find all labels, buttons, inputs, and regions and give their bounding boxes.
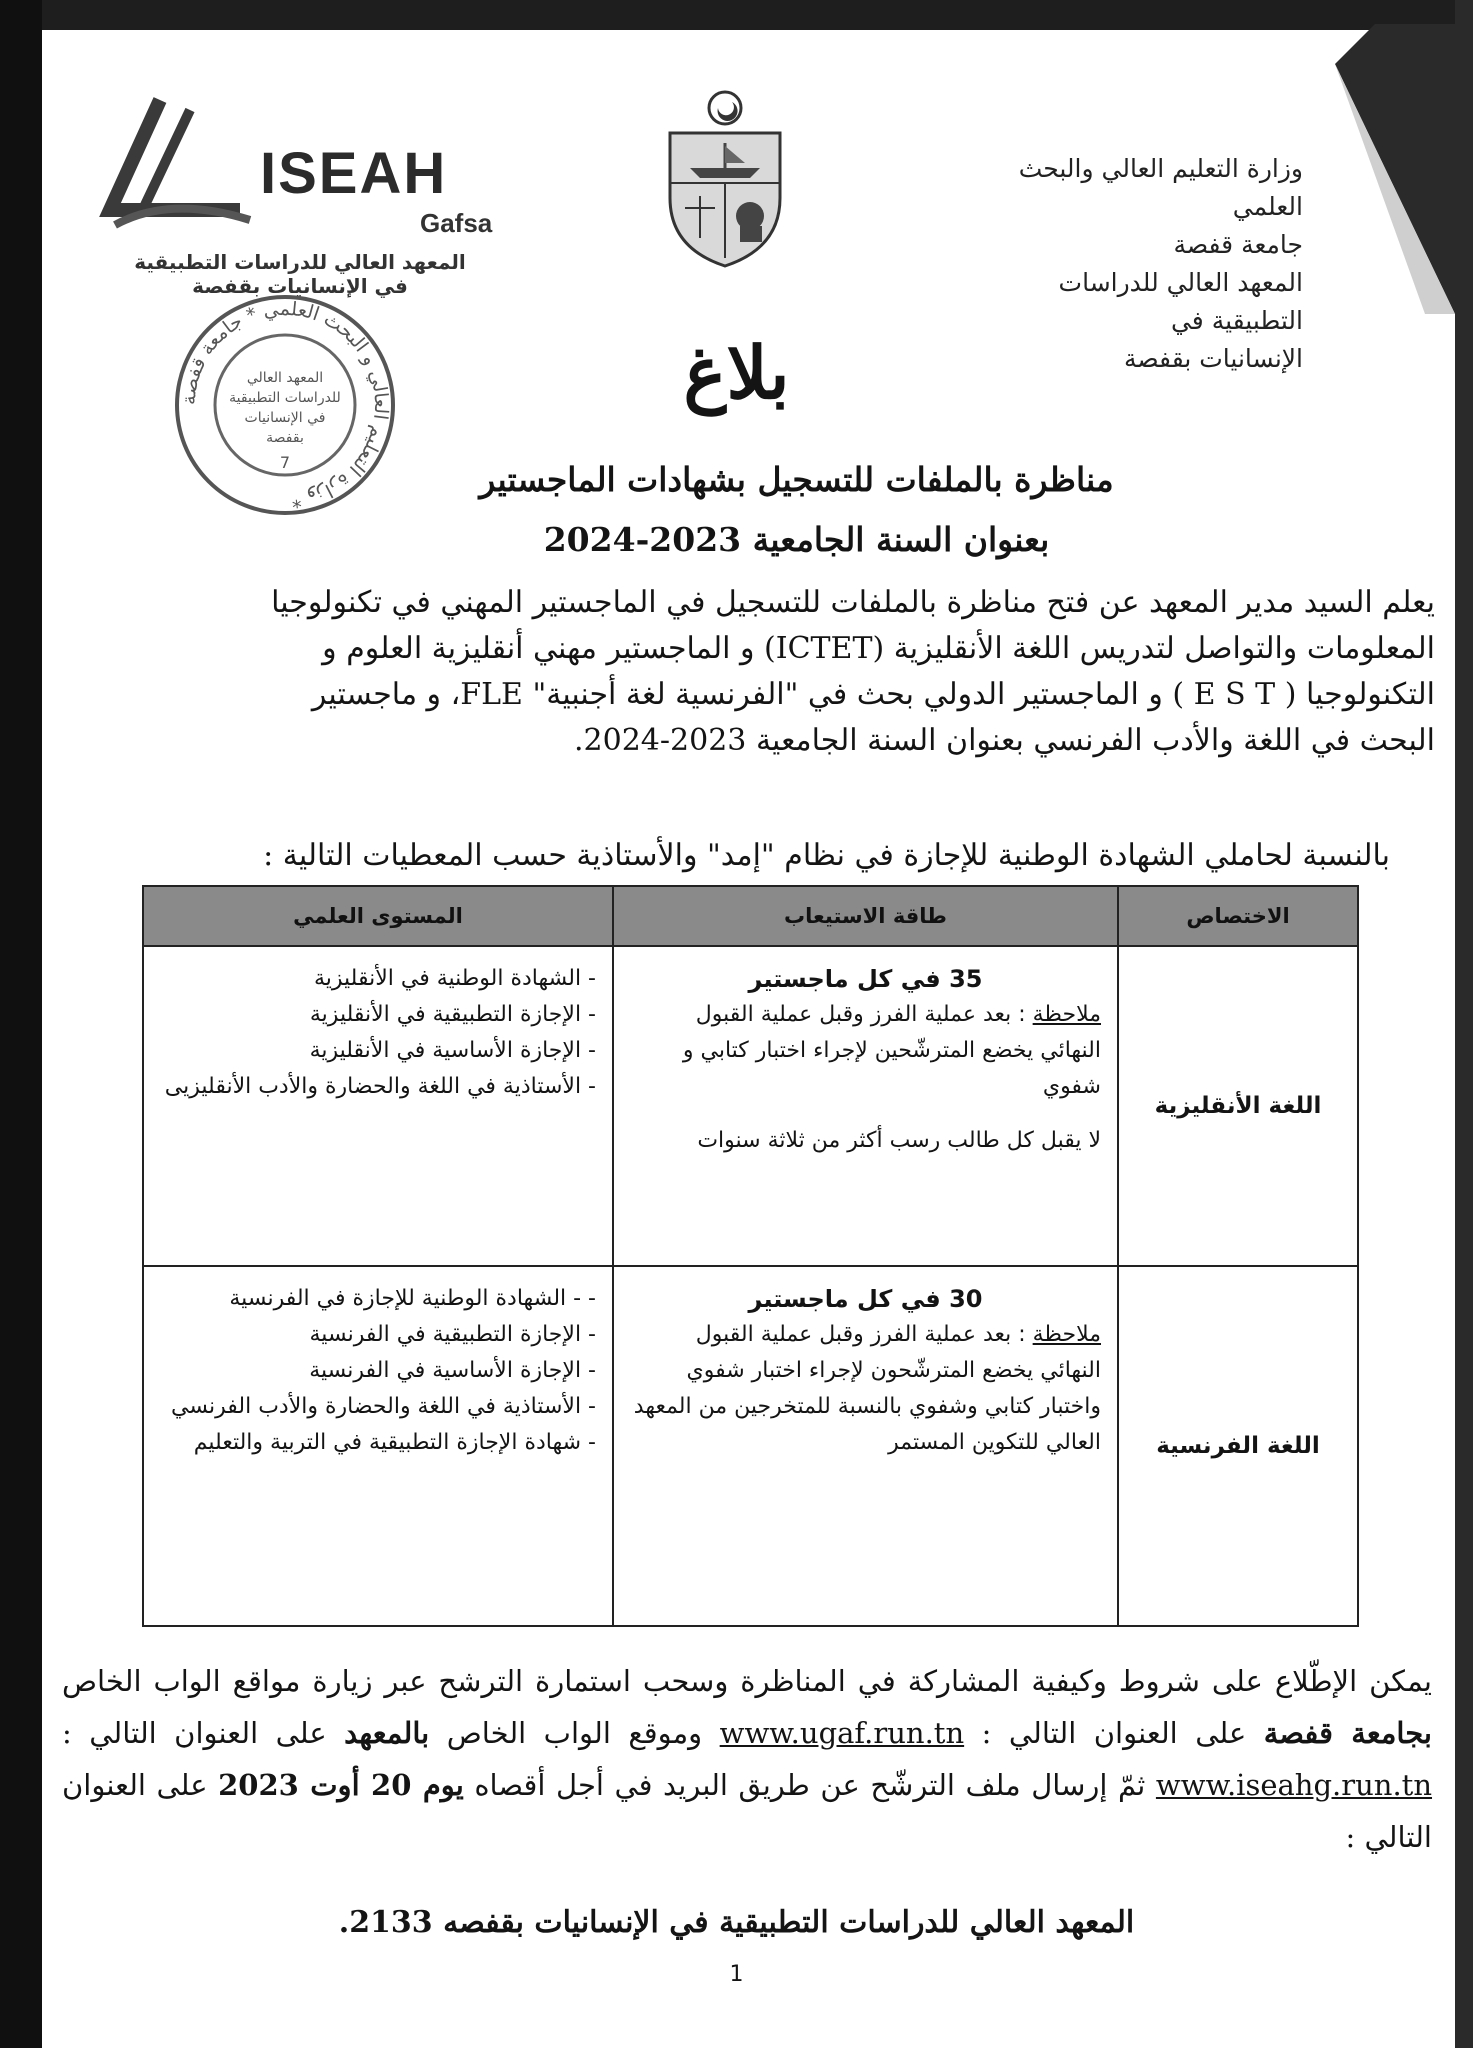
level-item: - الأستاذية في اللغة والحضارة والأدب الفرنسي xyxy=(171,1394,596,1419)
page-number: 1 xyxy=(729,1962,744,1987)
logo-wordmark: ISEAH xyxy=(260,141,448,206)
capacity-note xyxy=(630,997,1101,1105)
table-row xyxy=(143,1266,1358,1626)
university-url-link[interactable]: www.ugaf.run.tn xyxy=(719,1716,965,1750)
capacity-cell xyxy=(613,946,1118,1266)
specialty-cell: اللغة الأنقليزية xyxy=(1118,946,1358,1266)
intro-line: البحث في اللغة والأدب الفرنسي بعنوان السنة الجامعية 2023-2024. xyxy=(574,723,1435,758)
programs-table xyxy=(142,885,1359,1627)
closing-paragraph xyxy=(62,1655,1432,1863)
scan-border-right xyxy=(1455,0,1473,2048)
stamp-center-line-4: بقفصة xyxy=(266,430,304,446)
page-curl xyxy=(1315,24,1455,314)
note-label: ملاحظة xyxy=(1032,1002,1101,1027)
scan-border-top xyxy=(0,0,1473,30)
note-text: : بعد عملية الفرز وقبل عملية القبول النهائي يخضع المترشّحون لإجراء اختبار شفوي واختبار كتابي وشفوي بالنسبة للمتخرجين من المعهد العالي للتكوين المستمر xyxy=(633,1322,1101,1455)
announcement-title: بلاغ xyxy=(683,330,790,415)
closing-text-4: على العنوان التالي : xyxy=(62,1716,345,1750)
level-item: - الإجازة الأساسية في الأنقليزية xyxy=(309,1038,596,1063)
level-item: - الشهادة الوطنية في الأنقليزية xyxy=(313,966,596,991)
level-cell xyxy=(143,946,613,1266)
institute-url-link[interactable]: www.iseahg.run.tn xyxy=(1155,1768,1433,1802)
university-line: جامعة قفصة xyxy=(1173,230,1303,259)
iseah-logo xyxy=(90,90,510,298)
level-item: - شهادة الإجازة التطبيقية في التربية والتعليم xyxy=(193,1430,596,1455)
announcement-subtitle-1: مناظرة بالملفات للتسجيل بشهادات الماجستير xyxy=(479,460,1114,499)
institute-word: بالمعهد xyxy=(344,1716,430,1750)
institute-line-1: المعهد العالي للدراسات التطبيقية في xyxy=(1058,268,1303,335)
intro-paragraph xyxy=(125,580,1435,764)
stamp-center-line-1: المعهد العالي xyxy=(246,370,324,386)
institute-line-2: الإنسانيات بقفصة xyxy=(1123,344,1303,373)
intro-line: التكنولوجيا ( E S T ) و الماجستير الدولي بحث في "الفرنسية لغة أجنبية" FLE، و ماجستير xyxy=(311,677,1435,712)
closing-text-6: على العنوان التالي : xyxy=(62,1768,1432,1854)
capacity-head: 35 في كل ماجستير xyxy=(748,965,983,993)
logo-arabic-line-1: المعهد العالي للدراسات التطبيقية xyxy=(134,250,466,274)
level-item: - الإجازة التطبيقية في الأنقليزية xyxy=(309,1002,596,1027)
header-level: المستوى العلمي xyxy=(143,886,613,946)
university-name: بجامعة قفصة xyxy=(1263,1716,1432,1750)
criteria-line: بالنسبة لحاملي الشهادة الوطنية للإجازة في نظام "إمد" والأستاذية حسب المعطيات التالية : xyxy=(263,838,1390,873)
header-specialty: الاختصاص xyxy=(1118,886,1358,946)
specialty-cell: اللغة الفرنسية xyxy=(1118,1266,1358,1626)
announcement-subtitle-2: بعنوان السنة الجامعية 2023-2024 xyxy=(543,520,1050,559)
table-header-row xyxy=(143,886,1358,946)
closing-text-3: وموقع الواب الخاص xyxy=(429,1716,720,1750)
logo-arabic-line-2: في الإنسانيات بقفصة xyxy=(192,274,408,298)
capacity-extra: لا يقبل كل طالب رسب أكثر من ثلاثة سنوات xyxy=(697,1128,1101,1153)
stamp-center-line-3: في الإنسانيات xyxy=(244,410,326,426)
intro-line: يعلم السيد مدير المعهد عن فتح مناظرة بالملفات للتسجيل في الماجستير المهني في تكنولوجيا xyxy=(271,585,1435,620)
level-item: - الأستاذية في اللغة والحضارة والأدب الأنقليزيى xyxy=(164,1074,596,1099)
logo-book-icon xyxy=(90,90,260,240)
closing-text-5: ثمّ إرسال ملف الترشّح عن طريق البريد في أجل أقصاه xyxy=(463,1768,1156,1802)
level-cell xyxy=(143,1266,613,1626)
scan-border-left xyxy=(0,0,42,2048)
level-item: - الإجازة الأساسية في الفرنسية xyxy=(309,1358,596,1383)
level-item: - الإجازة التطبيقية في الفرنسية xyxy=(309,1322,596,1347)
stamp-center-line-2: للدراسات التطبيقية xyxy=(229,390,341,406)
logo-city: Gafsa xyxy=(420,208,493,238)
capacity-note xyxy=(630,1317,1101,1461)
note-label: ملاحظة xyxy=(1032,1322,1101,1347)
stamp-ring-text: وزارة التعليم العالي و البحث العلمي * جامعة قفصة * xyxy=(177,297,393,512)
stamp-number: 7 xyxy=(279,453,291,472)
intro-line: المعلومات والتواصل لتدريس اللغة الأنقليزية (ICTET) و الماجستير مهني أنقليزية العلوم و xyxy=(322,631,1435,666)
table-row xyxy=(143,946,1358,1266)
capacity-head: 30 في كل ماجستير xyxy=(748,1285,983,1313)
mailing-address: المعهد العالي للدراسات التطبيقية في الإنسانيات بقفصه 2133. xyxy=(338,1905,1135,1940)
ministry-line: وزارة التعليم العالي والبحث العلمي xyxy=(1018,154,1303,221)
tunisia-coat-of-arms xyxy=(660,88,790,268)
capacity-cell xyxy=(613,1266,1118,1626)
closing-text-2: على العنوان التالي : xyxy=(964,1716,1264,1750)
closing-text-1: يمكن الإطّلاع على شروط وكيفية المشاركة في المناظرة وسحب استمارة الترشح عبر زيارة مواقع الواب الخاص xyxy=(62,1664,1432,1698)
level-item: - - الشهادة الوطنية للإجازة في الفرنسية xyxy=(229,1286,596,1311)
deadline-date: يوم 20 أوت 2023 xyxy=(218,1768,464,1802)
header-capacity: طاقة الاستيعاب xyxy=(613,886,1118,946)
note-text: : بعد عملية الفرز وقبل عملية القبول النهائي يخضع المترشّحين لإجراء اختبار كتابي و شفوي xyxy=(682,1002,1101,1099)
